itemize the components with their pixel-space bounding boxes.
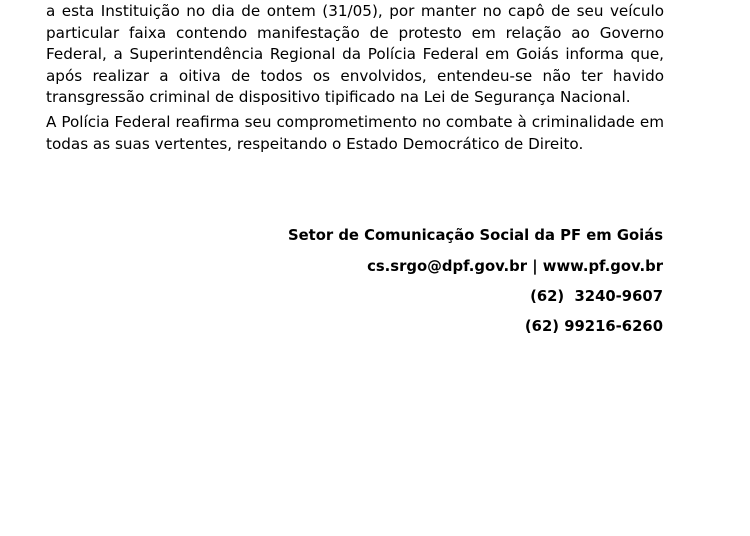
paragraph-line: A Polícia Federal reafirma seu comprometimento no combate à criminalidade em xyxy=(46,113,664,131)
signature-department: Setor de Comunicação Social da PF em Goiás xyxy=(287,227,663,244)
signature-contact: cs.srgo@dpf.gov.br | www.pf.gov.br xyxy=(367,258,663,275)
paragraph-statement xyxy=(46,1,664,109)
paragraph-line: transgressão criminal de dispositivo tipificado na Lei de Segurança Nacional. xyxy=(46,88,631,107)
signature-phone-landline: (62) 3240-9607 xyxy=(530,288,663,305)
signature-phone-mobile: (62) 99216-6260 xyxy=(524,318,663,335)
paragraph-line: Federal, a Superintendência Regional da Polícia Federal em Goiás informa que, xyxy=(46,45,664,64)
paragraph-commitment xyxy=(46,112,664,155)
paragraph-line: particular faixa contendo manifestação de protesto em relação ao Governo xyxy=(46,23,664,42)
paragraph-line: após realizar a oitiva de todos os envolvidos, entendeu-se não ter havido xyxy=(46,66,664,85)
paragraph-line: a esta Instituição no dia de ontem (31/05), por manter no capô de seu veículo xyxy=(46,2,664,20)
paragraph-line: todas as suas vertentes, respeitando o Estado Democrático de Direito. xyxy=(46,134,584,153)
